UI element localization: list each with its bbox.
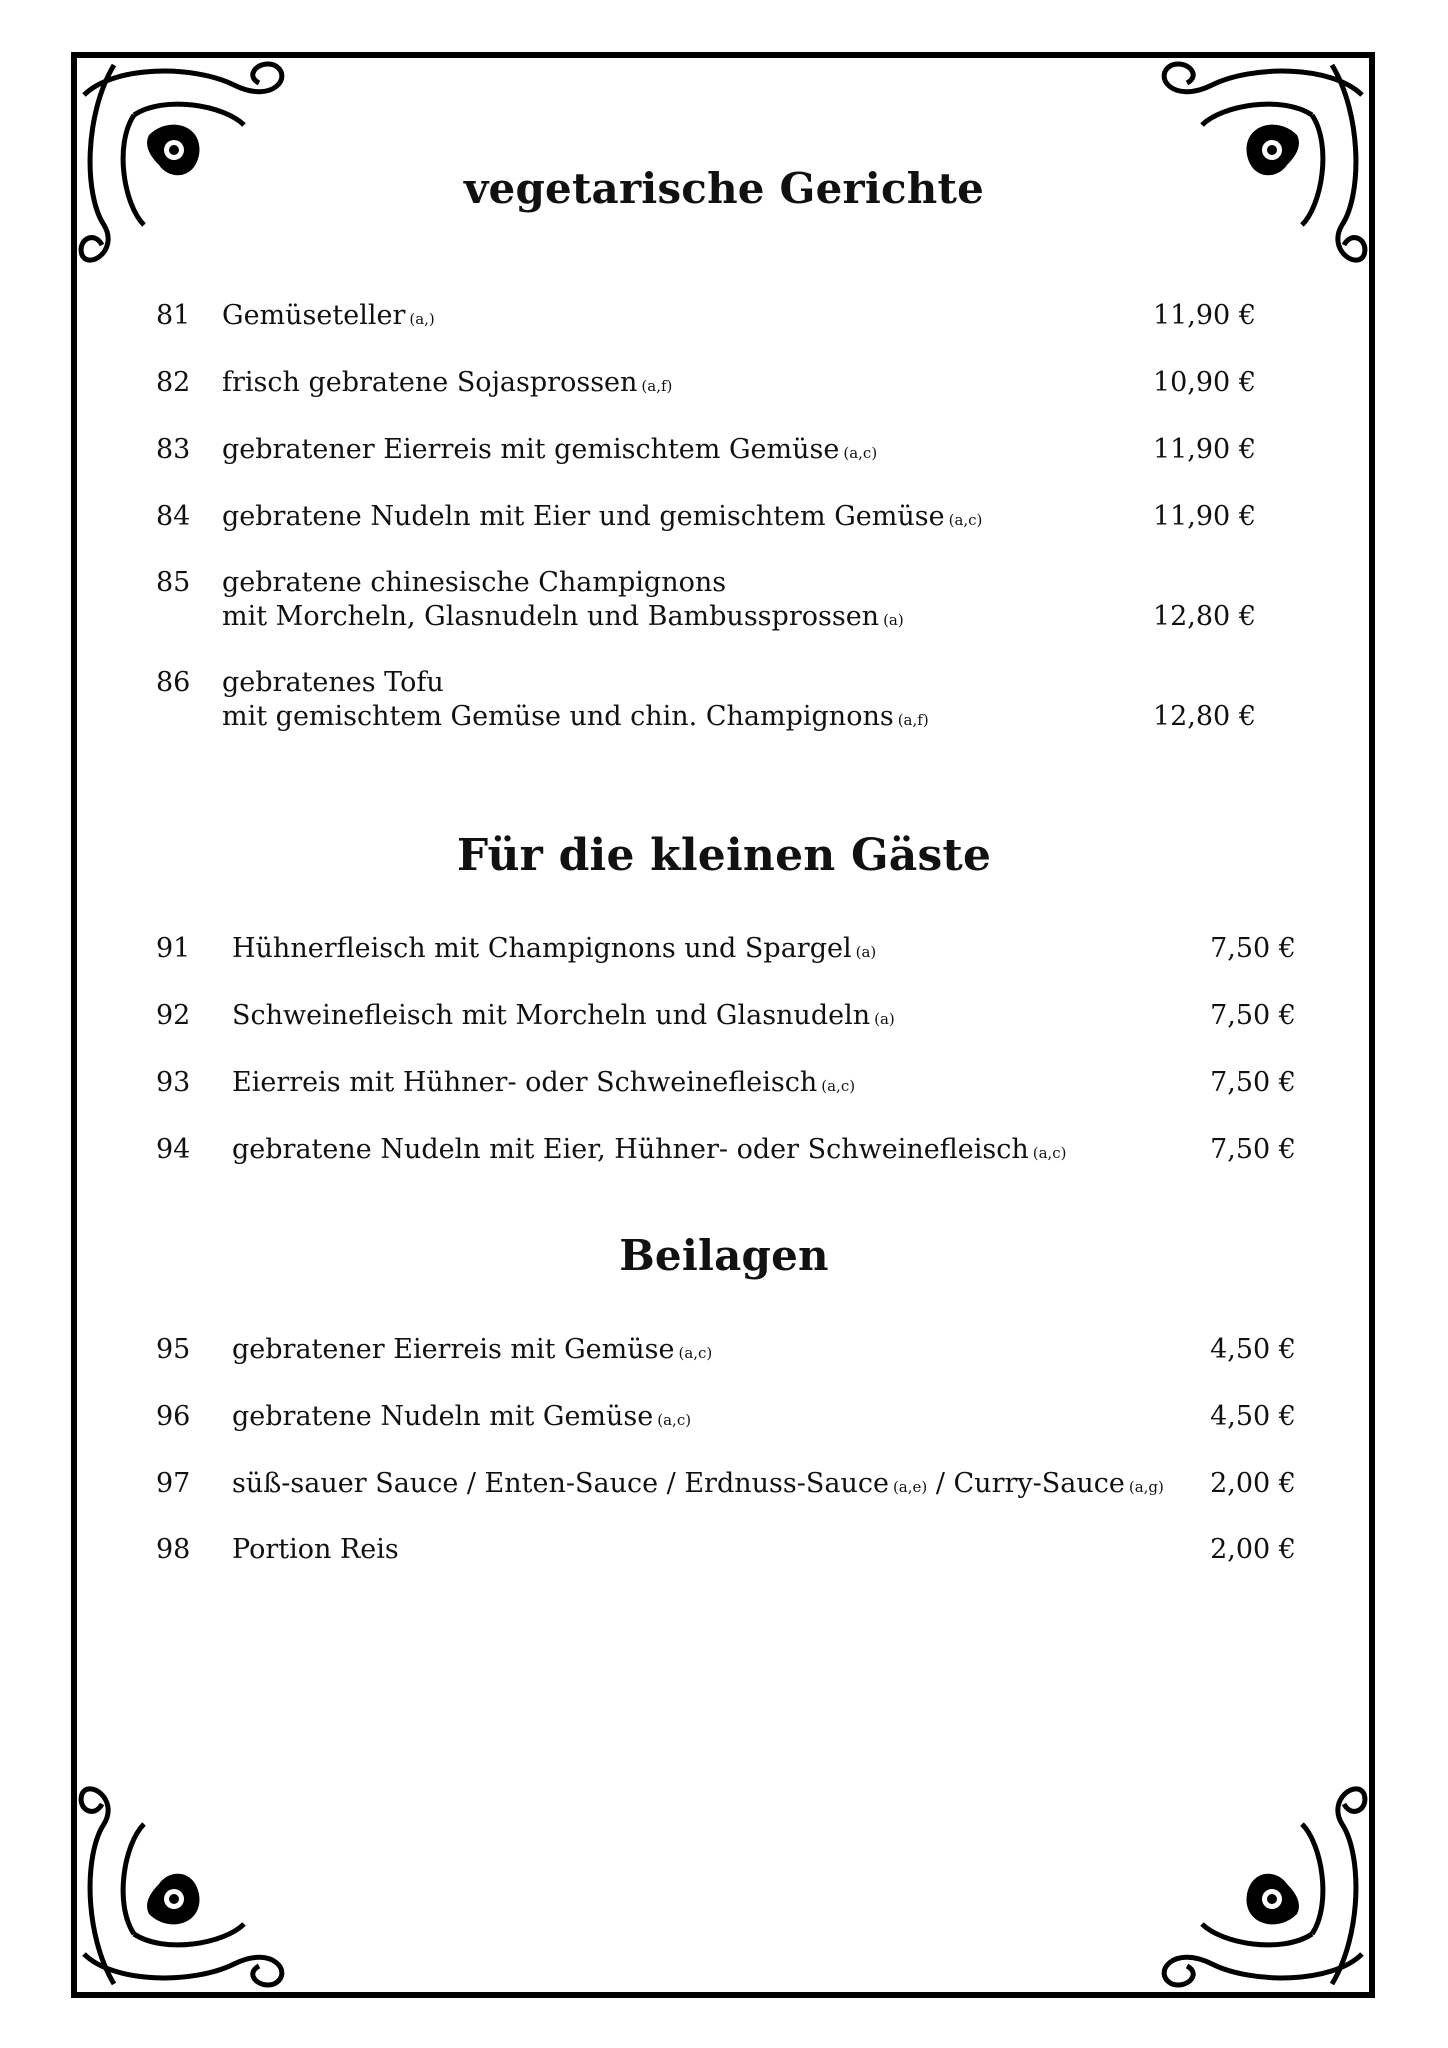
allergen-codes: (a,) [409, 310, 435, 328]
item-price: 7,50 € [1210, 1000, 1296, 1031]
menu-item [156, 566, 1256, 636]
item-name-line2: mit Morcheln, Glasnudeln und Bambussprossen (a) [222, 601, 904, 632]
item-number: 96 [156, 1401, 191, 1432]
item-price: 11,90 € [1152, 501, 1256, 532]
corner-ornament-bottom-left [74, 1754, 314, 1994]
item-number: 91 [156, 933, 191, 964]
allergen-codes: (a) [855, 943, 877, 961]
item-number: 85 [156, 567, 191, 598]
allergen-codes: (a,e) [892, 1478, 928, 1496]
item-price: 11,90 € [1152, 434, 1256, 465]
allergen-codes: (a,c) [1032, 1144, 1067, 1162]
item-number: 97 [156, 1468, 191, 1499]
allergen-codes: (a,f) [897, 711, 929, 729]
item-name-line2: mit gemischtem Gemüse und chin. Champignons (a,f) [222, 701, 929, 732]
item-name: Hühnerfleisch mit Champignons und Spargel (a) [232, 933, 877, 964]
item-name: gebratener Eierreis mit gemischtem Gemüse (a,c) [222, 434, 878, 465]
allergen-codes: (a,g) [1128, 1478, 1164, 1496]
item-name: gebratenes Tofu [222, 667, 444, 698]
section-title-vegetarian: vegetarische Gerichte [463, 164, 985, 213]
item-price: 7,50 € [1210, 933, 1296, 964]
item-name: gebratene Nudeln mit Eier und gemischtem Gemüse (a,c) [222, 501, 983, 532]
allergen-codes: (a,c) [948, 511, 983, 529]
section-title-kids: Für die kleinen Gäste [456, 830, 992, 881]
item-number: 83 [156, 434, 191, 465]
item-number: 86 [156, 667, 191, 698]
item-name: Portion Reis [232, 1534, 399, 1565]
item-number: 93 [156, 1067, 191, 1098]
item-name: Eierreis mit Hühner- oder Schweinefleisch (a,c) [232, 1067, 856, 1098]
item-name: gebratene Nudeln mit Eier, Hühner- oder Schweinefleisch (a,c) [232, 1134, 1067, 1165]
item-name: Schweinefleisch mit Morcheln und Glasnudeln (a) [232, 1000, 895, 1031]
allergen-codes: (a,c) [821, 1077, 856, 1095]
allergen-codes: (a,f) [641, 377, 673, 395]
menu-item [156, 666, 1256, 736]
item-price: 12,80 € [1152, 601, 1256, 632]
allergen-codes: (a,c) [678, 1344, 713, 1362]
item-name: gebratene Nudeln mit Gemüse (a,c) [232, 1401, 692, 1432]
item-number: 98 [156, 1534, 191, 1565]
item-price: 10,90 € [1152, 367, 1256, 398]
item-price: 2,00 € [1210, 1534, 1296, 1565]
item-price: 4,50 € [1210, 1334, 1296, 1365]
item-price: 11,90 € [1152, 300, 1256, 331]
item-name: frisch gebratene Sojasprossen (a,f) [222, 367, 673, 398]
allergen-codes: (a) [883, 611, 904, 629]
item-price: 2,00 € [1210, 1468, 1296, 1499]
allergen-codes: (a,c) [657, 1411, 692, 1429]
corner-ornament-bottom-right [1132, 1754, 1372, 1994]
item-number: 94 [156, 1134, 191, 1165]
item-name: gebratener Eierreis mit Gemüse (a,c) [232, 1334, 713, 1365]
item-name: süß-sauer Sauce / Enten-Sauce / Erdnuss-Sauce (a,e) / Curry-Sauce (a,g) [232, 1468, 1164, 1499]
item-number: 82 [156, 367, 191, 398]
item-name: Gemüseteller (a,) [222, 300, 435, 331]
section-title-sides: Beilagen [619, 1231, 829, 1280]
item-price: 7,50 € [1210, 1067, 1296, 1098]
allergen-codes: (a) [874, 1010, 895, 1028]
item-price: 4,50 € [1210, 1401, 1296, 1432]
item-number: 92 [156, 1000, 191, 1031]
item-number: 95 [156, 1334, 191, 1365]
allergen-codes: (a,c) [843, 444, 878, 462]
item-name: gebratene chinesische Champignons [222, 567, 727, 598]
item-price: 7,50 € [1210, 1134, 1296, 1165]
item-number: 84 [156, 501, 191, 532]
item-number: 81 [156, 300, 191, 331]
item-price: 12,80 € [1152, 701, 1256, 732]
